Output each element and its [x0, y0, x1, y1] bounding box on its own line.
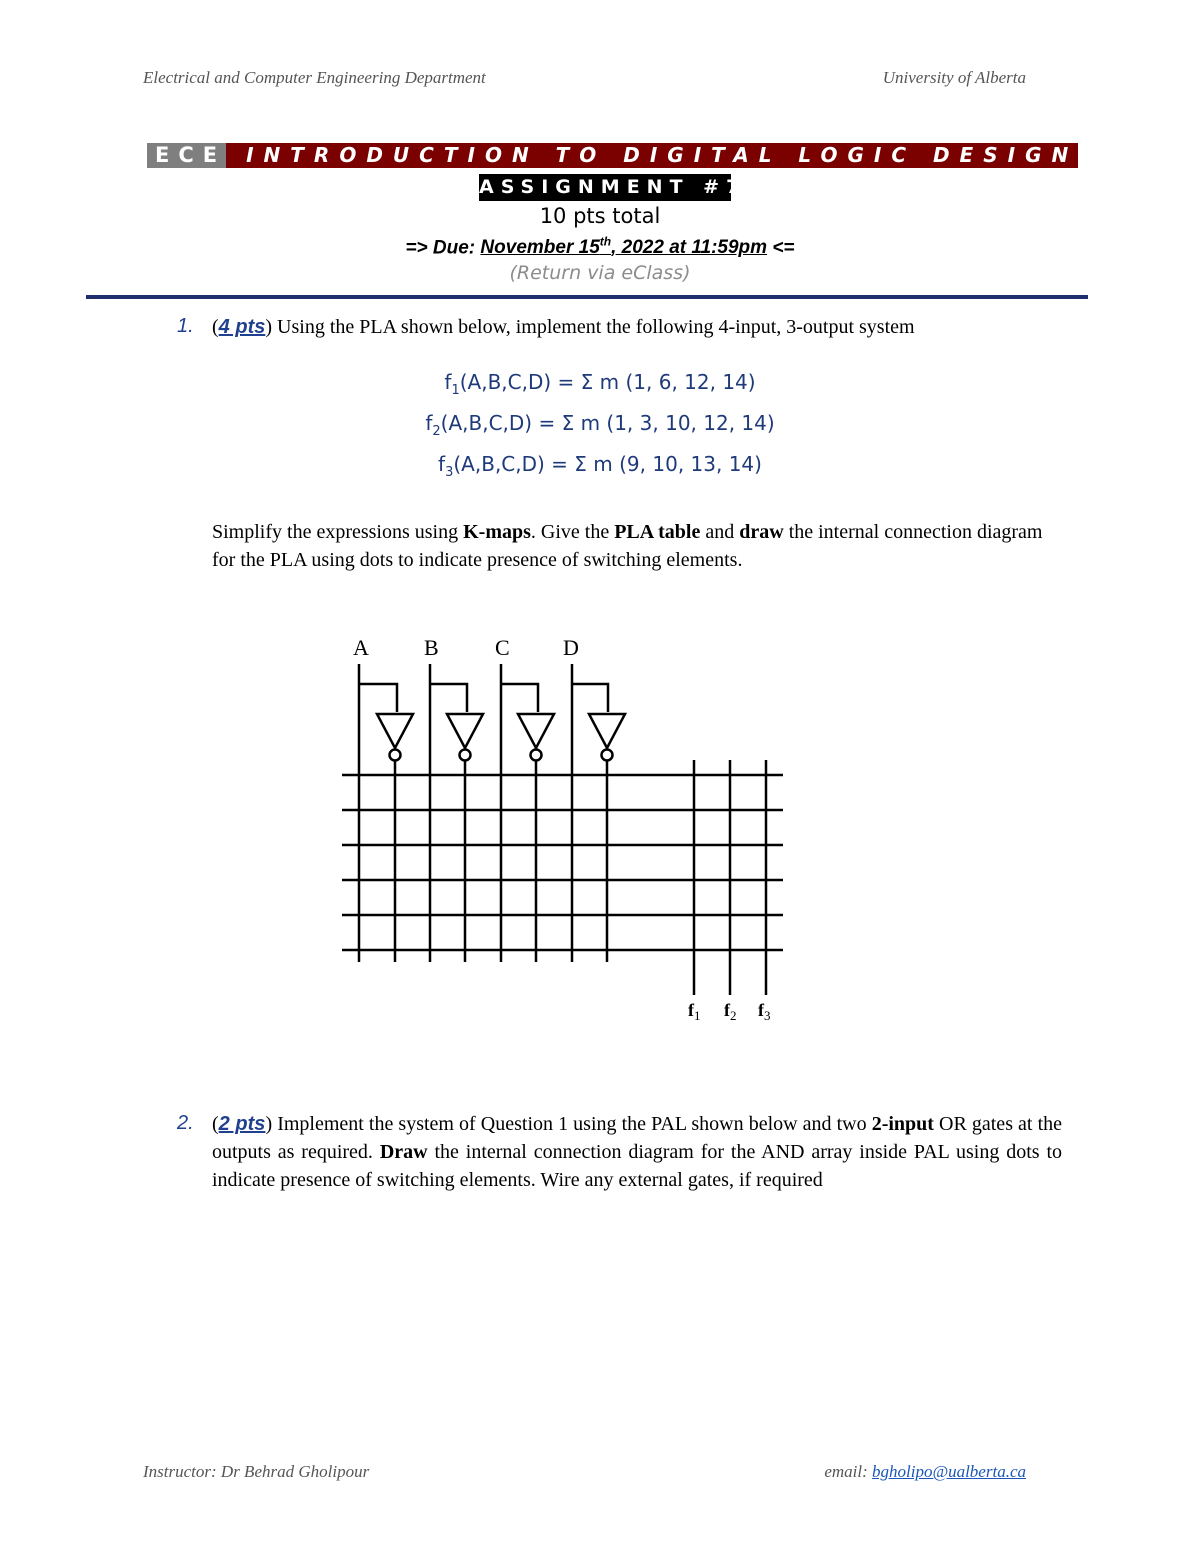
q1-statement: (4 pts) Using the PLA shown below, implement the following 4-input, 3-output system — [212, 316, 915, 338]
assignment-total: 10 pts total — [539, 204, 661, 228]
input-label-c: C — [495, 635, 510, 660]
header-department: Electrical and Computer Engineering Department — [143, 68, 486, 87]
q2-points: 2 pts — [218, 1113, 266, 1135]
output-label-f1: $f_1$ — [688, 1000, 701, 1023]
input-d-line — [572, 664, 625, 962]
q2-statement: (2 pts) Implement the system of Question 1 using the PAL shown below and two 2-input OR gates at the outputs as required. Draw the internal connection diagram for the AND array inside PAL using dots to indicate presence of switching elements. Wire any external gates, if required — [212, 1113, 1062, 1191]
input-c-line — [501, 664, 554, 962]
header-university: University of Alberta — [882, 68, 1026, 87]
output-label-f2: $f_2$ — [724, 1000, 737, 1023]
assignment-label: ASSIGNMENT #7 — [479, 174, 731, 201]
input-a-line — [359, 664, 413, 962]
footer-instructor: Instructor: Dr Behrad Gholipour — [143, 1462, 370, 1481]
return-note: (Return via eClass) — [509, 262, 691, 284]
input-label-a: A — [353, 635, 369, 660]
input-label-d: D — [563, 635, 579, 660]
q1-number: 1. — [177, 315, 194, 337]
footer-email: email: bgholipo@ualberta.ca — [824, 1462, 1026, 1481]
email-link[interactable]: bgholipo@ualberta.ca — [872, 1462, 1026, 1481]
product-term-lines — [342, 775, 783, 950]
equation-f3: $f_3(A,B,C,D) = \Sigma$ m (9, 10, 13, 14) — [438, 452, 762, 480]
q1-instructions: Simplify the expressions using K-maps. Give the PLA table and draw the internal connection diagram for the PLA using dots to indicate presence of switching elements. — [212, 521, 1043, 571]
equation-f2: $f_2(A,B,C,D) = \Sigma$ m (1, 3, 10, 12, 14) — [425, 411, 775, 439]
due-date: => Due: November 15th, 2022 at 11:59pm <= — [405, 235, 795, 259]
output-label-f3: $f_3$ — [758, 1000, 771, 1023]
course-code: ECE 210 — [147, 143, 226, 168]
equation-f1: $f_1(A,B,C,D) = \Sigma$ m (1, 6, 12, 14) — [444, 370, 756, 398]
input-label-b: B — [424, 635, 439, 660]
q2-number: 2. — [177, 1112, 194, 1134]
course-name: INTRODUCTION TO DIGITAL LOGIC DESIGN — [226, 143, 1078, 168]
input-b-line — [430, 664, 483, 962]
or-array-lines — [694, 760, 766, 995]
q1-points: 4 pts — [218, 316, 266, 338]
